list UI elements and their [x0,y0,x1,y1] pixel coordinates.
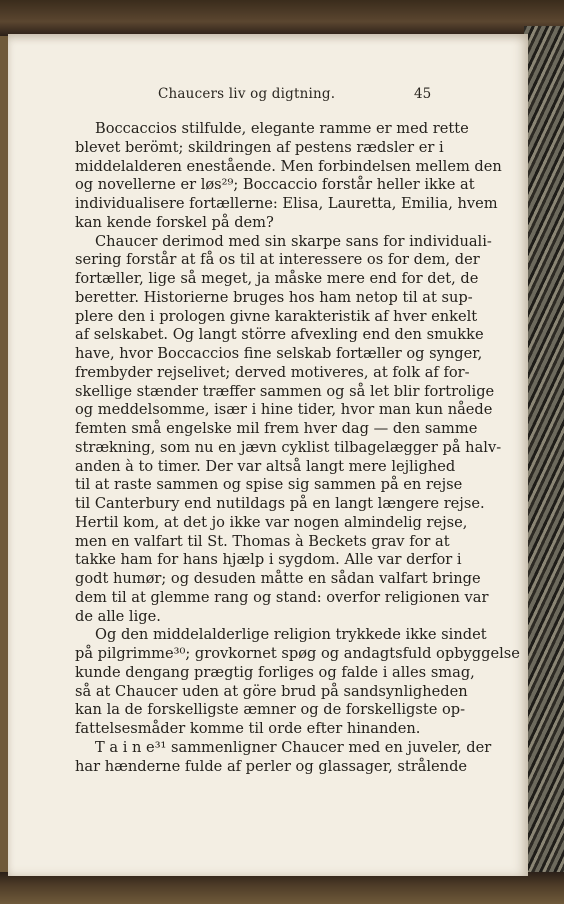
text-line: fortæller, lige så meget, ja måske mere end for det, de [75,270,479,287]
text-line: have, hvor Boccaccios fine selskab fortæller og synger, [75,345,483,362]
text-line: til Canterbury end nutildags på en langt længere rejse. [75,495,485,512]
text-line: beretter. Historierne bruges hos ham netop til at sup- [75,288,473,306]
text-line: de alle lige. [75,607,161,625]
text-line: godt humør; og desuden måtte en sådan valfart bringe [75,570,481,587]
text-line: individualisere fortællerne: Elisa, Lauretta, Emilia, hvem [75,195,498,212]
text-line: anden à to timer. Der var altså langt mere lejlighed [75,457,456,475]
text-line: Boccaccios stilfulde, elegante ramme er med rette [95,120,469,137]
text-line: femten små engelske mil frem hver dag — den samme [75,420,478,437]
text-line: Hertil kom, at det jo ikke var nogen almindelig rejse, [75,513,468,531]
scan-bottom-edge [0,872,564,904]
text-line: men en valfart til St. Thomas à Beckets grav for at [75,532,450,550]
marbled-book-cover [524,26,564,882]
text-line: dem til at glemme rang og stand: overfor religionen var [75,588,489,606]
running-title: Chaucers liv og digtning. [158,86,336,102]
text-line: skellige stænder træffer sammen og så let blir fortrolige [75,382,495,400]
text-line: Chaucer derimod med sin skarpe sans for individuali- [95,232,492,250]
text-line: sering forstår at få os til at interessere os for dem, der [75,251,480,269]
text-line: strækning, som nu en jævn cyklist tilbagelægger på halv- [75,438,502,456]
text-line: middelalderen enestående. Men forbindelsen mellem den [75,157,502,175]
text-line: og meddelsomme, især i hine tider, hvor man kun nåede [75,401,493,419]
text-line: fattelsesmåder komme til orde efter hinanden. [75,720,421,737]
text-line: frembyder rejselivet; derved motiveres, at folk af for- [75,363,470,381]
text-line: har hænderne fulde af perler og glassager, strålende [75,757,468,775]
text-line: Og den middelalderlige religion trykkede ikke sindet [95,626,487,644]
page-number: 45 [414,86,432,102]
text-line: til at raste sammen og spise sig sammen på en rejse [75,476,463,494]
text-line: takke ham for hans hjælp i sygdom. Alle var derfor i [75,551,462,569]
text-line: og novellerne er løs²⁹; Boccaccio forstår heller ikke at [75,176,475,194]
book-page [8,34,528,876]
scan-top-edge [0,0,564,36]
text-line: så at Chaucer uden at göre brud på sandsynligheden [75,682,468,700]
text-line: blevet berömt; skildringen af pestens rædsler er i [75,138,444,156]
text-line: kan kende forskel på dem? [75,213,274,231]
text-line: kunde dengang prægtig forliges og falde i alles smag, [75,663,475,681]
text-line: plere den i prologen givne karakteristik af hver enkelt [75,307,478,325]
page-header [8,86,528,106]
text-line: på pilgrimme³⁰; grovkornet spøg og andagtsfuld opbyggelse [75,645,520,662]
body-text [75,120,520,776]
text-line: kan la de forskelligste æmner og de forskelligste op- [75,701,466,719]
text-line: T a i n e³¹ sammenligner Chaucer med en juveler, der [95,738,492,756]
text-line: af selskabet. Og langt större afvexling end den smukke [75,326,484,344]
